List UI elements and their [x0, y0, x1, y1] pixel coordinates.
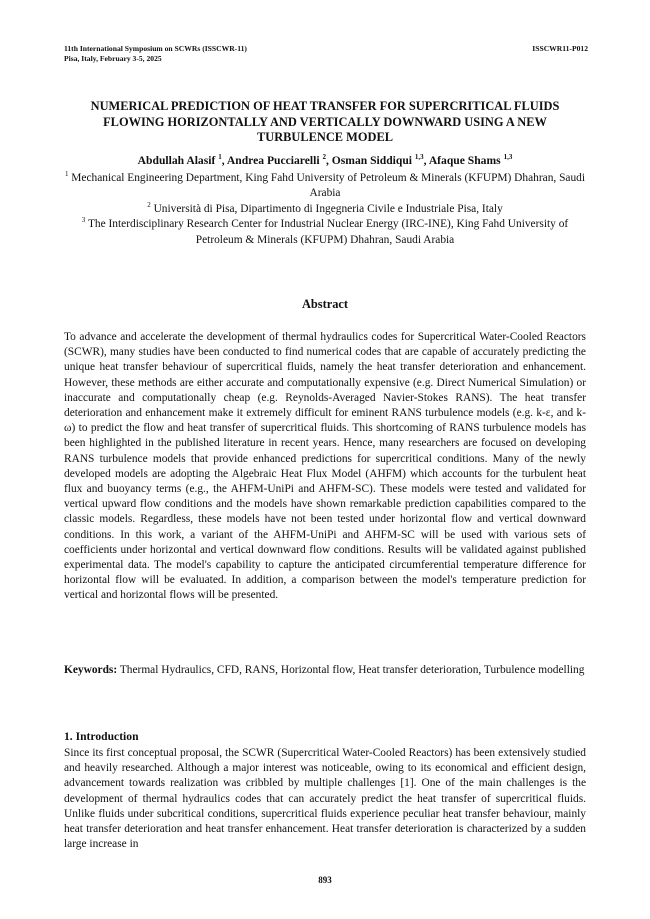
abstract-text: To advance and accelerate the development of thermal hydraulics codes for Supercritical Water-Cooled Reactors (SCWR), many studies have been conducted to find numerical codes that are capable of accurately predicting the unique heat transfer behaviour of supercritical fluids, namely the heat transfer deterioration and enhancement. However, these methods are either accurate and computationally expensive (e.g. Direct Numerical Simulation) or inaccurate and computationally cheap (e.g. Reynolds-Averaged Navier-Stokes RANS). The heat transfer deterioration and enhancement make it extremely difficult for eminent RANS turbulence models (e.g. k-ε, and k-ω) to predict the flow and heat transfer of supercritical fluids. This shortcoming of RANS turbulence models has been highlighted in the published literature in recent years. Hence, many researchers are focused on developing RANS turbulence models that provide enhanced predictions for supercritical conditions. Many of the newly developed models are adopting the Algebraic Heat Flux Model (AHFM) which accounts for the turbulent heat flux and buoyancy terms (e.g., the AHFM-UniPi and AHFM-SC). These models were tested and validated for vertical upward flow conditions and the models have shown remarkable prediction capabilities compared to the classic models. Regardless, these models have not been tested under horizontal flow and vertical downward conditions. In this work, a variant of the AHFM-UniPi and AHFM-SC will be used with various sets of coefficients under horizontal and vertical downward flow conditions. Results will be validated against published experimental data. The model's capability to capture the anticipated circumferential temperature difference for horizontal flow will be evaluated. In addition, a comparison between the model's temperature prediction for vertical and horizontal flows will be presented.: [64, 331, 586, 602]
affil-text: Mechanical Engineering Department, King Fahd University of Petroleum & Minerals (KFUPM) Dhahran, Saudi Arabia: [71, 172, 586, 200]
affiliation-1: [64, 171, 586, 202]
affiliations: [64, 171, 586, 248]
author-affil-sup: 1,3: [414, 153, 424, 162]
abstract-heading: Abstract: [301, 297, 349, 311]
page-number: 893: [318, 875, 332, 885]
keywords-label: Keywords:: [64, 664, 118, 676]
author-name: Abdullah Alasif: [137, 154, 216, 167]
affiliation-2: [64, 202, 586, 217]
author-affil-sup: 1,3: [503, 153, 513, 162]
author-name: Afaque Shams: [428, 154, 501, 167]
affil-sup: 2: [147, 201, 151, 210]
author-name: Andrea Pucciarelli: [226, 154, 320, 167]
keywords: [64, 663, 586, 678]
affil-text: The Interdisciplinary Research Center for Industrial Nuclear Energy (IRC-INE), King Fahd University of Petroleum & Minerals (KFUPM) Dhahran, Saudi Arabia: [87, 218, 569, 246]
author-list: Abdullah Alasif $^1$, Andrea Pucciarelli $^2$, Osman Siddiqui $^{1,3}$, Afaque Shams $^{1,3}$: [137, 153, 513, 167]
conference-header: [64, 44, 247, 64]
introduction-text: Since its first conceptual proposal, the SCWR (Supercritical Water-Cooled Reactors) has been extensively studied and heavily researched. Although a major interest was noticeable, owing to its economical and efficient design, advancement towards realization was cribbled by multiple challenges [1]. One of the main challenges is the development of thermal hydraulics codes that can accurately predict the heat transfer of supercritical fluids. Unlike fluids under subcritical conditions, supercritical fluids experience peculiar heat transfer behaviour, mainly heat transfer deterioration and heat transfer enhancement. Heat transfer deterioration is characterized by a sudden large increase in: [64, 747, 586, 851]
author-affil-sup: 1: [218, 153, 222, 162]
affil-text: Università di Pisa, Dipartimento di Ingegneria Civile e Industriale Pisa, Italy: [153, 202, 503, 215]
conference-place-date: Pisa, Italy, February 3-5, 2025: [64, 54, 162, 63]
section-heading-introduction: 1. Introduction: [64, 730, 139, 743]
affil-sup: 1: [64, 170, 69, 179]
paper-title: NUMERICAL PREDICTION OF HEAT TRANSFER FOR SUPERCRITICAL FLUIDS FLOWING HORIZONTALLY AND VERTICALLY DOWNWARD USING A NEW TURBULENCE MODEL: [90, 99, 560, 144]
paper-id: ISSCWR11-P012: [532, 44, 588, 53]
conference-name: 11th International Symposium on SCWRs (ISSCWR-11): [64, 44, 247, 53]
keywords-text: Thermal Hydraulics, CFD, RANS, Horizontal flow, Heat transfer deterioration, Turbulence modelling: [119, 664, 585, 676]
author-affil-sup: 2: [322, 153, 326, 162]
affil-sup: 3: [81, 216, 86, 225]
affiliation-3: [64, 217, 586, 248]
author-name: Osman Siddiqui: [331, 154, 412, 167]
